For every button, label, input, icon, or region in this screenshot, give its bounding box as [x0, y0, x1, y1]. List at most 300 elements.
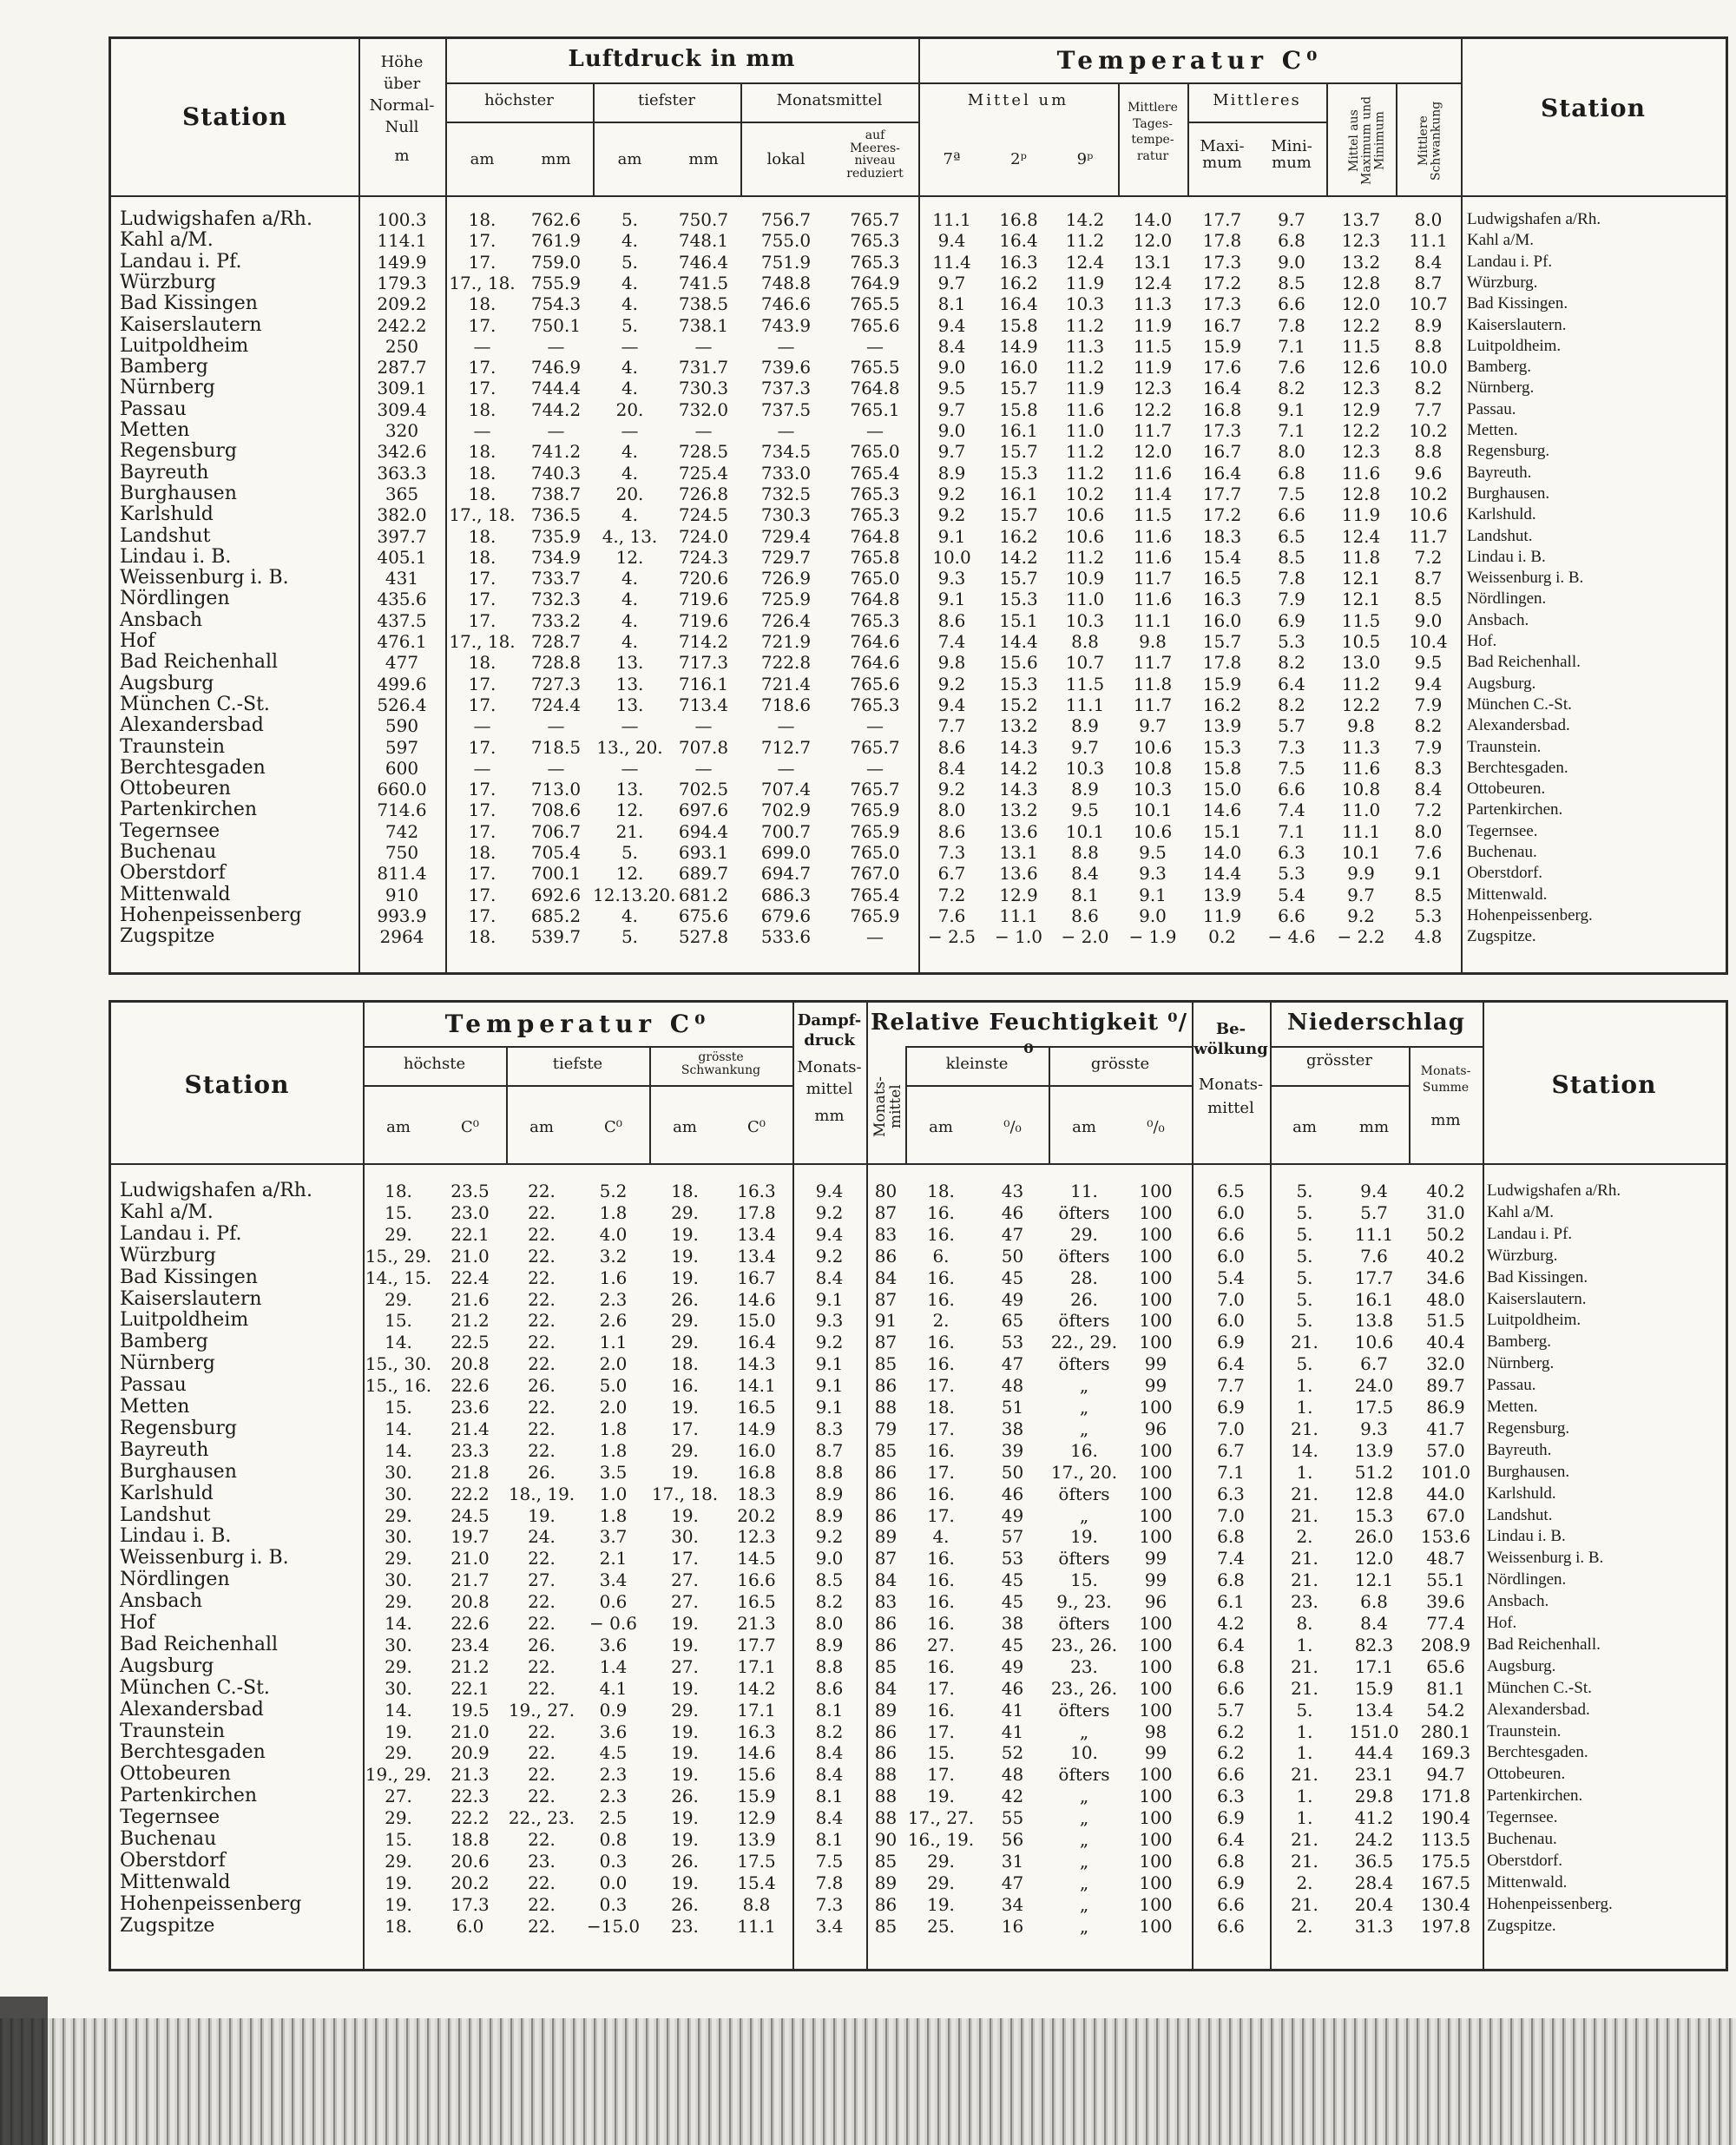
table-cell: 8.8: [1414, 335, 1443, 357]
table-row: [111, 1764, 1726, 1785]
table-cell: 737.5: [760, 398, 812, 420]
table-cell: 718.5: [530, 736, 582, 758]
table-cell: 17.1: [1354, 1655, 1394, 1677]
table-cell: 748.1: [678, 230, 729, 252]
station-name-right: Traunstein.: [1467, 737, 1542, 756]
table-cell: 2.5: [599, 1807, 628, 1829]
table-cell: 765.9: [850, 799, 900, 821]
table-cell: 57: [1001, 1526, 1024, 1548]
monatsmittel-header: Monatsmittel: [776, 91, 883, 109]
table-cell: 24.0: [1354, 1375, 1394, 1397]
table-cell: 9.7: [1278, 209, 1305, 230]
am-header-t: am: [529, 1118, 554, 1136]
table-row: [111, 1332, 1726, 1352]
table-row: [111, 1484, 1726, 1504]
table-cell: 5.7: [1278, 715, 1305, 737]
table-cell: 14.2: [737, 1677, 776, 1699]
table-cell: 765.4: [850, 884, 900, 905]
table-cell: 23.5: [450, 1181, 490, 1201]
table-cell: 18.: [927, 1181, 955, 1201]
table-cell: 12.2: [1341, 694, 1381, 715]
table-cell: 18.: [468, 926, 496, 948]
table-cell: 16.: [927, 1201, 955, 1223]
table-cell: 89.7: [1426, 1375, 1465, 1397]
table-cell: 280.1: [1420, 1721, 1471, 1742]
station-name-right: Landshut.: [1487, 1505, 1553, 1524]
station-header-left: Station: [182, 102, 287, 131]
table-cell: − 1.0: [995, 926, 1042, 948]
table-cell: 14.9: [737, 1418, 776, 1439]
table-cell: 26.: [1070, 1288, 1098, 1310]
table-cell: 737.3: [760, 378, 812, 399]
station-name: Würzburg: [120, 1244, 216, 1267]
table-cell: öfters: [1058, 1613, 1110, 1634]
tiefster-header: tiefster: [637, 91, 696, 109]
table-cell: 85: [874, 1655, 898, 1677]
table-cell: 764.8: [850, 378, 900, 399]
table-cell: 18.: [671, 1353, 699, 1375]
table-cell: 2.0: [599, 1353, 628, 1375]
table-cell: —: [621, 715, 639, 737]
table-cell: 17.3: [450, 1893, 490, 1915]
table-cell: 16.3: [737, 1181, 776, 1201]
table-cell: 13.9: [737, 1829, 776, 1850]
table-cell: 15.7: [999, 568, 1038, 589]
table-cell: 694.7: [760, 863, 812, 885]
table-cell: 100: [1139, 1245, 1173, 1267]
table-cell: 17.8: [1202, 230, 1242, 252]
table-cell: 22.3: [450, 1786, 490, 1807]
table-cell: 8.4: [1360, 1613, 1388, 1634]
table-cell: „: [1079, 1786, 1089, 1807]
am-header-g: am: [1072, 1118, 1096, 1136]
table-cell: 13.: [615, 673, 644, 694]
table-cell: 16.2: [999, 272, 1038, 293]
table-cell: 8.7: [1414, 568, 1443, 589]
table-row: [111, 821, 1726, 842]
table-cell: 5.: [1296, 1310, 1313, 1332]
station-name-right: Ansbach.: [1487, 1592, 1549, 1611]
table-cell: 14.: [385, 1439, 412, 1461]
table-row: [111, 1202, 1726, 1223]
table-cell: 726.9: [760, 568, 812, 589]
table-cell: 685.2: [530, 905, 582, 926]
c0-header-t: C⁰: [604, 1118, 622, 1136]
table-cell: 29.: [385, 1504, 412, 1526]
table-cell: 23.: [1070, 1655, 1098, 1677]
table-cell: öfters: [1058, 1353, 1110, 1375]
table-cell: 746.6: [760, 293, 812, 315]
table-cell: 9.1: [1414, 863, 1443, 885]
table-cell: 151.0: [1349, 1721, 1399, 1742]
table-cell: —: [866, 335, 884, 357]
table-cell: 23.: [1291, 1591, 1318, 1613]
table-cell: 729.7: [760, 546, 812, 568]
table-cell: 726.4: [760, 609, 812, 631]
table-cell: 10.7: [1409, 293, 1448, 315]
table-cell: 48.0: [1426, 1288, 1465, 1310]
table-cell: 13.1: [999, 842, 1038, 863]
table-cell: 8.5: [1278, 272, 1305, 293]
table-cell: 29.: [385, 1742, 412, 1764]
table-cell: 17.: [927, 1461, 955, 1483]
table-cell: 67.0: [1426, 1504, 1465, 1526]
table-cell: 40.4: [1426, 1332, 1465, 1353]
table-cell: 5.: [1296, 1201, 1313, 1223]
station-name: München C.-St.: [120, 693, 270, 715]
station-name-right: Partenkirchen.: [1467, 800, 1563, 819]
table-cell: 20.2: [737, 1504, 776, 1526]
bewoelkung-header: Be- wölkung Monats- mittel: [1194, 1020, 1268, 1117]
table-cell: 167.5: [1420, 1872, 1471, 1893]
table-cell: 0.3: [599, 1850, 628, 1872]
table-cell: 11.7: [1133, 694, 1173, 715]
table-cell: 86.9: [1426, 1397, 1465, 1418]
table-cell: 8.3: [815, 1418, 844, 1439]
station-name-right: Tegernsee.: [1467, 821, 1538, 840]
table-cell: 84: [874, 1569, 898, 1591]
table-cell: 14.1: [737, 1375, 776, 1397]
table-cell: 85: [874, 1353, 898, 1375]
table-cell: 1.: [1296, 1397, 1313, 1418]
station-name: Hohenpeissenberg: [120, 1892, 302, 1915]
table-cell: 756.7: [760, 209, 812, 230]
table-cell: 4.2: [1217, 1613, 1245, 1634]
table-cell: 4.: [621, 609, 639, 631]
station-name-right: Ansbach.: [1467, 610, 1529, 629]
table-cell: 50: [1001, 1461, 1024, 1483]
table-cell: 17.: [927, 1418, 955, 1439]
table-cell: 18., 19.: [508, 1483, 575, 1504]
table-cell: 13.9: [1354, 1439, 1394, 1461]
table-row: [111, 1310, 1726, 1331]
table-cell: 8.8: [815, 1655, 844, 1677]
station-name-right: Ottobeuren.: [1467, 780, 1546, 799]
table-cell: 18.: [385, 1181, 412, 1201]
table-cell: 55: [1001, 1807, 1024, 1829]
table-cell: öfters: [1058, 1245, 1110, 1267]
table-cell: 4.: [621, 568, 639, 589]
station-name-right: Nürnberg.: [1467, 378, 1535, 398]
table-cell: 2.6: [599, 1310, 628, 1332]
table-cell: 18.3: [737, 1483, 776, 1504]
table-cell: 728.7: [530, 631, 582, 652]
hoehe-header: Höhe über Normal- Null m: [369, 53, 435, 165]
station-name-right: Bamberg.: [1467, 358, 1532, 377]
table-cell: 7.1: [1217, 1461, 1245, 1483]
table-cell: 726.8: [678, 483, 729, 504]
table-cell: 13.7: [1341, 209, 1381, 230]
table-cell: 11.1: [1065, 694, 1105, 715]
table-cell: 1.0: [599, 1483, 628, 1504]
table-cell: 22.4: [450, 1267, 490, 1288]
table-cell: 41.2: [1354, 1807, 1394, 1829]
table-cell: 527.8: [678, 926, 729, 948]
table-cell: 7.7: [1414, 398, 1443, 420]
table-1: [108, 36, 1728, 975]
table-cell: 21.: [1291, 1483, 1318, 1504]
table-cell: 725.9: [760, 589, 812, 610]
table-cell: 19.: [671, 1807, 699, 1829]
table-cell: 675.6: [678, 905, 729, 926]
table-cell: 750: [385, 842, 419, 863]
table-cell: 12.0: [1133, 230, 1173, 252]
table-cell: 9.1: [937, 589, 966, 610]
table-cell: 22.: [528, 1655, 556, 1677]
table-cell: 7.2: [1414, 799, 1443, 821]
table-cell: 22.: [528, 1742, 556, 1764]
table-cell: 15.: [385, 1397, 412, 1418]
table-cell: 17.3: [1202, 251, 1242, 273]
table-cell: 10.8: [1133, 757, 1173, 779]
table-cell: 11.6: [1133, 462, 1173, 484]
table-cell: „: [1079, 1504, 1089, 1526]
table-cell: 4.: [621, 293, 639, 315]
table-cell: 5.7: [1360, 1201, 1388, 1223]
table-cell: 23.4: [450, 1634, 490, 1655]
table-cell: 16.: [927, 1223, 955, 1245]
table-cell: 14.2: [1065, 209, 1105, 230]
table-cell: 42: [1001, 1786, 1024, 1807]
am-header-s: am: [673, 1118, 697, 1136]
table-cell: 734.5: [760, 441, 812, 463]
table-cell: 100: [1139, 1850, 1173, 1872]
table-cell: 45: [1001, 1267, 1024, 1288]
station-name: Traunstein: [120, 1720, 225, 1742]
station-name-right: Landau i. Pf.: [1467, 252, 1553, 271]
table-cell: 8.8: [742, 1893, 771, 1915]
table-cell: 4.: [621, 462, 639, 484]
table-cell: 4., 13.: [602, 525, 658, 547]
table-cell: 5.: [1296, 1699, 1313, 1721]
table-cell: 11.0: [1065, 589, 1105, 610]
table-cell: 748.8: [760, 272, 812, 293]
table-cell: öfters: [1058, 1310, 1110, 1332]
table-cell: 6.8: [1278, 230, 1305, 252]
table-cell: 2964: [379, 926, 424, 948]
station-name-right: Berchtesgaden.: [1487, 1743, 1588, 1762]
table-cell: 18.: [468, 483, 496, 504]
table-cell: 51.2: [1354, 1461, 1394, 1483]
table-cell: 17.3: [1202, 293, 1242, 315]
table-cell: 94.7: [1426, 1764, 1465, 1786]
table-cell: 2.1: [599, 1548, 628, 1569]
table-cell: 21.: [615, 820, 644, 842]
table-cell: 51.5: [1426, 1310, 1465, 1332]
table-cell: 100: [1139, 1439, 1173, 1461]
table-cell: 49: [1001, 1288, 1024, 1310]
station-name-right: Bad Reichenhall.: [1487, 1635, 1601, 1654]
station-name-right: Kaiserslautern.: [1487, 1289, 1587, 1308]
table-cell: 23., 26.: [1050, 1677, 1118, 1699]
table-cell: 4.: [932, 1526, 950, 1548]
table-cell: 10.1: [1133, 799, 1173, 821]
table-cell: 8.6: [1071, 905, 1099, 926]
table-cell: 9.1: [815, 1353, 844, 1375]
table-row: [111, 463, 1726, 484]
table-cell: 8.9: [815, 1504, 844, 1526]
table-cell: 17.: [468, 568, 496, 589]
table-cell: 707.4: [760, 779, 812, 800]
table-cell: 31: [1001, 1850, 1024, 1872]
table-cell: 6.: [932, 1245, 950, 1267]
table-cell: 15.4: [737, 1872, 776, 1893]
table-cell: 8.3: [1414, 757, 1443, 779]
station-name-right: Hohenpeissenberg.: [1467, 905, 1593, 924]
table-row: [111, 1353, 1726, 1374]
table-cell: 18.: [468, 441, 496, 463]
table-cell: 15.0: [1202, 779, 1242, 800]
table-cell: 26.: [528, 1461, 556, 1483]
table-row: [111, 568, 1726, 589]
table-cell: —: [866, 926, 884, 948]
table-cell: 11.5: [1341, 609, 1381, 631]
table-cell: 19.: [1070, 1526, 1098, 1548]
table-cell: 6.7: [937, 863, 966, 885]
table-cell: 23.6: [450, 1397, 490, 1418]
table-cell: 65: [1001, 1310, 1024, 1332]
table-cell: 8.9: [937, 462, 966, 484]
station-name: Weissenburg i. B.: [120, 1547, 289, 1569]
table-cell: 1.4: [599, 1655, 628, 1677]
station-name: Bayreuth: [120, 461, 209, 484]
table-cell: 8.1: [937, 293, 966, 315]
table-row: [111, 1246, 1726, 1267]
table-cell: 9.7: [937, 441, 966, 463]
table-cell: 11.7: [1409, 525, 1448, 547]
station-name: Metten: [120, 419, 190, 441]
table-cell: 437.5: [377, 609, 427, 631]
table-cell: −15.0: [586, 1915, 641, 1937]
table-cell: 16.0: [999, 357, 1038, 378]
table-cell: 3.4: [815, 1915, 844, 1937]
table-cell: 11.1: [932, 209, 971, 230]
station-name-right: Würzburg.: [1487, 1246, 1558, 1265]
table-cell: 750.1: [530, 314, 582, 336]
station-name: Zugspitze: [120, 1914, 215, 1937]
table-cell: 765.8: [850, 546, 900, 568]
am-header-1: am: [470, 150, 495, 168]
station-name-right: Lindau i. B.: [1487, 1527, 1566, 1546]
table-cell: 11.2: [1065, 357, 1105, 378]
table-cell: 17.: [468, 589, 496, 610]
table-cell: 13.9: [1202, 884, 1242, 905]
station-name-right: Luitpoldheim.: [1487, 1311, 1581, 1330]
table-cell: 11.3: [1065, 335, 1105, 357]
station-name: Bamberg: [120, 1331, 208, 1353]
station-name-right: Metten.: [1487, 1398, 1538, 1416]
mm-header-1: mm: [541, 150, 571, 168]
table-cell: 765.0: [850, 842, 900, 863]
station-name-right: Hof.: [1487, 1614, 1517, 1632]
table-cell: 738.1: [678, 314, 729, 336]
table-cell: 22.1: [450, 1677, 490, 1699]
table-cell: 113.5: [1420, 1829, 1471, 1850]
table-cell: 16.8: [737, 1461, 776, 1483]
table-cell: 20.6: [450, 1850, 490, 1872]
table-cell: 5.3: [1414, 905, 1443, 926]
table-cell: 724.5: [678, 504, 729, 526]
table-row: [111, 863, 1726, 884]
table-cell: 17.1: [737, 1655, 776, 1677]
table-cell: 16.2: [1202, 694, 1242, 715]
table-cell: —: [547, 420, 565, 441]
table-cell: 22.: [528, 1829, 556, 1850]
table-cell: 764.8: [850, 525, 900, 547]
table-cell: 1.8: [599, 1201, 628, 1223]
table-cell: 13.: [615, 694, 644, 715]
table-cell: 17.: [927, 1721, 955, 1742]
table-cell: 22.: [528, 1613, 556, 1634]
table-cell: 100: [1139, 1483, 1173, 1504]
table-cell: 19.: [671, 1829, 699, 1850]
table-cell: 729.4: [760, 525, 812, 547]
table-cell: 10.3: [1065, 609, 1105, 631]
table-cell: 87: [874, 1201, 898, 1223]
table-cell: 21.: [1291, 1569, 1318, 1591]
station-name: Bad Kissingen: [120, 1266, 258, 1288]
table-row: [111, 652, 1726, 673]
table-cell: 5.4: [1278, 884, 1305, 905]
table-cell: 309.4: [377, 398, 427, 420]
table-cell: 100: [1139, 1310, 1173, 1332]
table-cell: 15.9: [737, 1786, 776, 1807]
table-cell: 6.6: [1278, 905, 1305, 926]
table-cell: 8.6: [937, 736, 966, 758]
table-cell: 9.2: [815, 1201, 844, 1223]
scan-edge: [0, 1997, 48, 2145]
table-cell: 9.2: [937, 483, 966, 504]
table-cell: 8.8: [1414, 441, 1443, 463]
table-cell: 5.2: [599, 1181, 628, 1201]
table-cell: 14.3: [999, 779, 1038, 800]
kleinste-header: kleinste: [945, 1055, 1009, 1073]
table-cell: 20.: [615, 483, 644, 504]
table-cell: 17.2: [1202, 272, 1242, 293]
table-cell: 5.: [621, 926, 639, 948]
table-cell: 590: [385, 715, 419, 737]
table-cell: 11.1: [1409, 230, 1448, 252]
table-cell: 6.1: [1217, 1591, 1245, 1613]
table-cell: 721.9: [760, 631, 812, 652]
table-cell: 714.2: [678, 631, 729, 652]
station-name-right: Kahl a/M.: [1467, 231, 1535, 250]
table-cell: 750.7: [678, 209, 729, 230]
table-cell: 11.1: [1133, 609, 1173, 631]
table-cell: 28.4: [1354, 1872, 1394, 1893]
table-cell: 39.6: [1426, 1591, 1465, 1613]
table-cell: 17.7: [1202, 483, 1242, 504]
station-name-right: Lindau i. B.: [1467, 547, 1546, 566]
table-cell: 79: [874, 1418, 898, 1439]
table-cell: „: [1079, 1829, 1089, 1850]
station-name-right: Karlshuld.: [1487, 1484, 1556, 1503]
table-cell: 16.1: [999, 483, 1038, 504]
table-cell: 11.8: [1133, 673, 1173, 694]
station-name: Passau: [120, 1374, 187, 1397]
table-cell: 12.2: [1341, 314, 1381, 336]
table-cell: 38: [1001, 1418, 1024, 1439]
table-cell: 7.0: [1217, 1288, 1245, 1310]
temperatur-header: Temperatur C⁰: [1056, 46, 1323, 75]
station-name-right: Alexandersbad.: [1487, 1700, 1590, 1719]
table-cell: 86: [874, 1461, 898, 1483]
table-row: [111, 1418, 1726, 1439]
table-cell: 98: [1144, 1721, 1167, 1742]
station-name-right: Hof.: [1467, 632, 1497, 650]
table-cell: 16.1: [1354, 1288, 1394, 1310]
table-cell: 100: [1139, 1504, 1173, 1526]
